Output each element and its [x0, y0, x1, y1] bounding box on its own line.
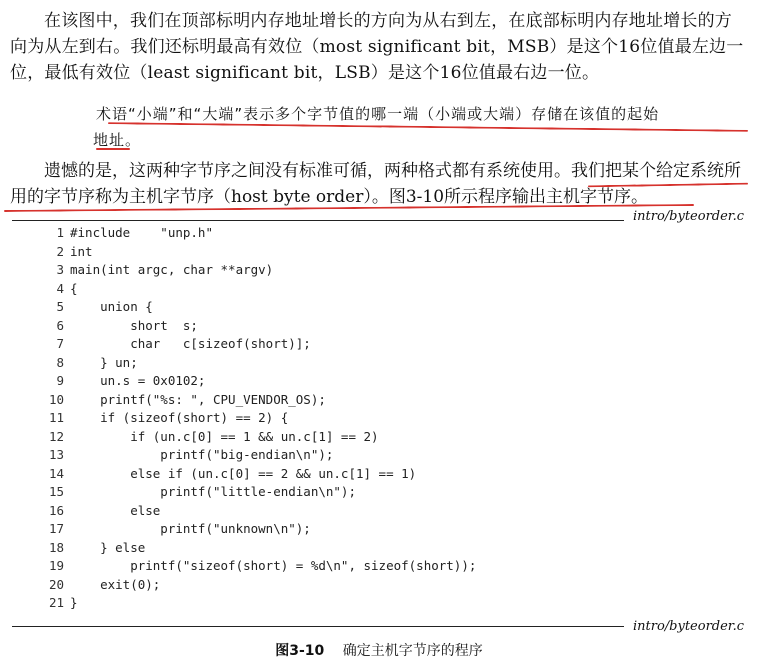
code-text: else if (un.c[0] == 2 && un.c[1] == 1) — [70, 465, 417, 481]
code-line — [40, 354, 476, 373]
code-text: { — [70, 280, 78, 296]
code-text: printf("sizeof(short) = %d\n", sizeof(short)); — [70, 558, 477, 573]
line-number: 19 — [48, 558, 64, 573]
code-line — [40, 391, 476, 410]
code-line — [40, 317, 476, 336]
code-line — [40, 409, 476, 428]
note-line-2: 地址。 — [93, 131, 142, 149]
line-number: 2 — [56, 243, 64, 259]
code-line — [40, 261, 476, 280]
code-text: exit(0); — [70, 576, 161, 592]
code-line — [40, 243, 476, 262]
line-number: 8 — [56, 354, 64, 370]
code-text: char c[sizeof(short)]; — [70, 336, 311, 351]
line-number: 11 — [48, 410, 64, 425]
code-text: } else — [70, 539, 146, 555]
code-line — [40, 520, 476, 539]
line-number: 20 — [48, 576, 64, 592]
file-label-bottom: intro/byteorder.c — [632, 619, 744, 634]
line-number: 12 — [48, 428, 64, 444]
code-text: main(int argc, char **argv) — [70, 262, 274, 277]
line-number: 10 — [48, 391, 64, 407]
line-number: 21 — [48, 595, 64, 610]
paragraph-byte-order-diagram: 在该图中，我们在顶部标明内存地址增长的方向为从右到左，在底部标明内存地址增长的方向为从左到右。我们还标明最高有效位（most significant bit，MSB）是这个16位值最左边一位，最低有效位（least significant bit，LSB）是这个16位值最右边一位。 — [10, 11, 744, 83]
line-number: 7 — [56, 336, 64, 351]
code-text: } un; — [70, 354, 138, 370]
code-line — [40, 465, 476, 484]
code-text: printf("little-endian\n"); — [70, 484, 356, 499]
code-line — [40, 446, 476, 465]
line-number: 1 — [56, 225, 64, 240]
figure-caption — [0, 640, 758, 660]
code-text: } — [70, 595, 78, 610]
code-top-rule — [12, 220, 624, 221]
line-number: 6 — [56, 317, 64, 333]
figure-title: 确定主机字节序的程序 — [342, 643, 483, 659]
line-number: 4 — [56, 280, 64, 296]
line-number: 14 — [48, 465, 64, 481]
code-listing — [40, 224, 476, 613]
code-text: un.s = 0x0102; — [70, 373, 206, 388]
code-line — [40, 298, 476, 317]
code-line — [40, 539, 476, 558]
code-line — [40, 557, 476, 576]
line-number: 15 — [48, 484, 64, 499]
code-text: union { — [70, 299, 153, 314]
line-number: 17 — [48, 521, 64, 536]
code-text: printf("%s: ", CPU_VENDOR_OS); — [70, 391, 326, 407]
figure-number: 图3-10 — [275, 643, 325, 659]
code-line — [40, 280, 476, 299]
red-underline-note-2 — [96, 148, 130, 150]
code-line — [40, 483, 476, 502]
code-line — [40, 224, 476, 243]
paragraph-host-byte-order: 遗憾的是，这两种字节序之间没有标准可循，两种格式都有系统使用。我们把某个给定系统所用的字节序称为主机字节序（host byte order）。图3-10所示程序输出主机字节序。 — [10, 161, 741, 207]
code-text: if (un.c[0] == 1 && un.c[1] == 2) — [70, 428, 379, 444]
file-label-top: intro/byteorder.c — [632, 209, 744, 224]
note-line-1: 术语“小端”和“大端”表示多个字节值的哪一端（小端或大端）存储在该值的起始 — [96, 105, 660, 123]
code-line — [40, 428, 476, 447]
code-line — [40, 335, 476, 354]
code-bottom-rule — [12, 626, 624, 627]
line-number: 9 — [56, 373, 64, 388]
line-number: 3 — [56, 262, 64, 277]
code-text: short s; — [70, 317, 198, 333]
code-text: else — [70, 502, 161, 518]
code-text: printf("big-endian\n"); — [70, 447, 334, 462]
line-number: 5 — [56, 299, 64, 314]
code-text: int — [70, 243, 93, 259]
code-line — [40, 372, 476, 391]
code-line — [40, 576, 476, 595]
line-number: 16 — [48, 502, 64, 518]
code-line — [40, 594, 476, 613]
code-text: #include "unp.h" — [70, 225, 213, 240]
line-number: 18 — [48, 539, 64, 555]
code-line — [40, 502, 476, 521]
line-number: 13 — [48, 447, 64, 462]
code-text: if (sizeof(short) == 2) { — [70, 410, 289, 425]
code-text: printf("unknown\n"); — [70, 521, 311, 536]
